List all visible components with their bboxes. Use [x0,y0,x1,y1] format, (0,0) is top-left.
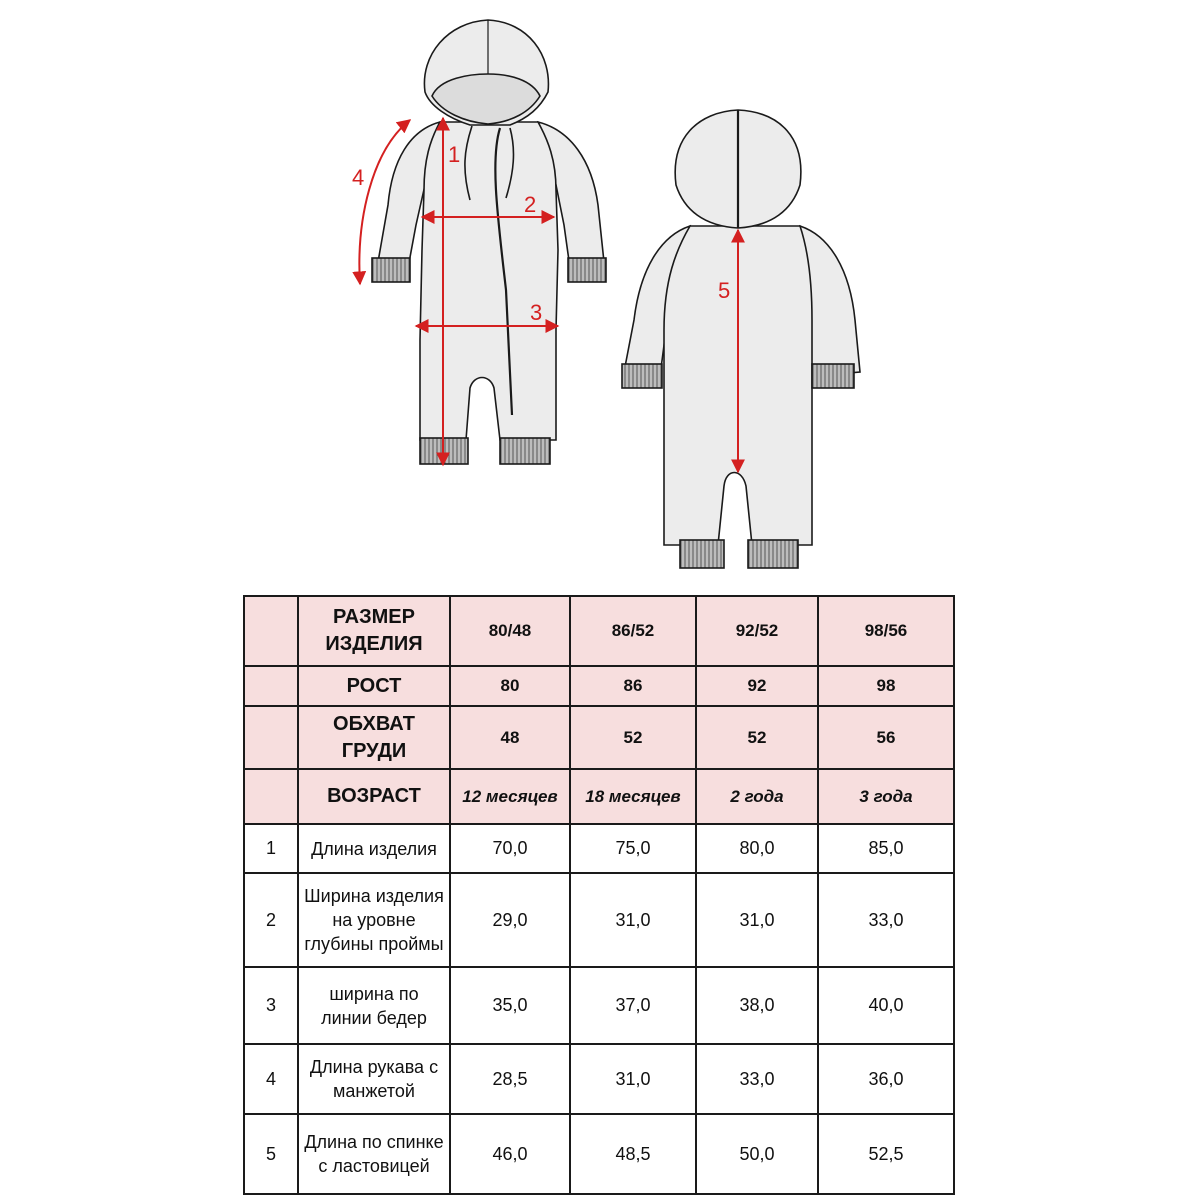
row-number: 1 [244,824,298,873]
row-number: 5 [244,1114,298,1194]
row-value: 85,0 [818,824,954,873]
header-value: 56 [818,706,954,769]
header-value: 86/52 [570,596,696,666]
row-value: 75,0 [570,824,696,873]
table-row [244,1114,954,1194]
header-num-cell [244,769,298,824]
size-table [243,595,955,1195]
header-value: 98 [818,666,954,706]
row-value: 31,0 [570,1044,696,1114]
header-value: 92/52 [696,596,818,666]
table-row [244,1044,954,1114]
table-row [244,873,954,967]
back-right-cuff [812,364,854,388]
row-value: 31,0 [696,873,818,967]
header-value: 2 года [696,769,818,824]
row-value: 28,5 [450,1044,570,1114]
row-parameter: Длина рукава с манжетой [298,1044,450,1114]
row-parameter: Длина изделия [298,824,450,873]
row-parameter: Длина по спинке с ластовицей [298,1114,450,1194]
table-row [244,967,954,1044]
row-value: 80,0 [696,824,818,873]
header-row-size [244,596,954,666]
back-left-cuff [622,364,662,388]
row-value: 29,0 [450,873,570,967]
back-view-jumpsuit [622,110,860,568]
header-value: 52 [696,706,818,769]
row-value: 33,0 [696,1044,818,1114]
header-value: 98/56 [818,596,954,666]
row-value: 36,0 [818,1044,954,1114]
row-number: 2 [244,873,298,967]
row-value: 50,0 [696,1114,818,1194]
front-right-cuff [568,258,606,282]
header-row-chest [244,706,954,769]
row-value: 35,0 [450,967,570,1044]
row-value: 40,0 [818,967,954,1044]
row-value: 31,0 [570,873,696,967]
back-left-leg-cuff [680,540,724,568]
header-num-cell [244,706,298,769]
row-value: 37,0 [570,967,696,1044]
row-value: 70,0 [450,824,570,873]
header-num-cell [244,596,298,666]
row-value: 46,0 [450,1114,570,1194]
back-right-leg-cuff [748,540,798,568]
row-value: 52,5 [818,1114,954,1194]
front-left-cuff [372,258,410,282]
header-value: 52 [570,706,696,769]
row-parameter: Ширина изделия на уровне глубины проймы [298,873,450,967]
header-label: ВОЗРАСТ [298,769,450,824]
row-parameter: ширина по линии бедер [298,967,450,1044]
header-row-height [244,666,954,706]
header-value: 86 [570,666,696,706]
row-value: 33,0 [818,873,954,967]
header-value: 3 года [818,769,954,824]
front-view-jumpsuit [372,20,606,464]
header-value: 18 месяцев [570,769,696,824]
header-value: 92 [696,666,818,706]
header-value: 48 [450,706,570,769]
row-number: 3 [244,967,298,1044]
row-value: 38,0 [696,967,818,1044]
header-value: 80/48 [450,596,570,666]
measure-label-2: 2 [524,192,537,217]
header-label: РОСТ [298,666,450,706]
front-right-leg-cuff [500,438,550,464]
measure-label-5: 5 [718,278,731,303]
row-value: 48,5 [570,1114,696,1194]
measure-label-3: 3 [530,300,543,325]
front-body [420,122,558,440]
header-value: 80 [450,666,570,706]
garment-diagram [0,0,1200,590]
header-label: ОБХВАТ ГРУДИ [298,706,450,769]
measure-label-1: 1 [448,142,461,167]
table-row [244,824,954,873]
measure-label-4: 4 [352,165,365,190]
header-row-age [244,769,954,824]
header-label: РАЗМЕР ИЗДЕЛИЯ [298,596,450,666]
row-number: 4 [244,1044,298,1114]
header-num-cell [244,666,298,706]
header-value: 12 месяцев [450,769,570,824]
